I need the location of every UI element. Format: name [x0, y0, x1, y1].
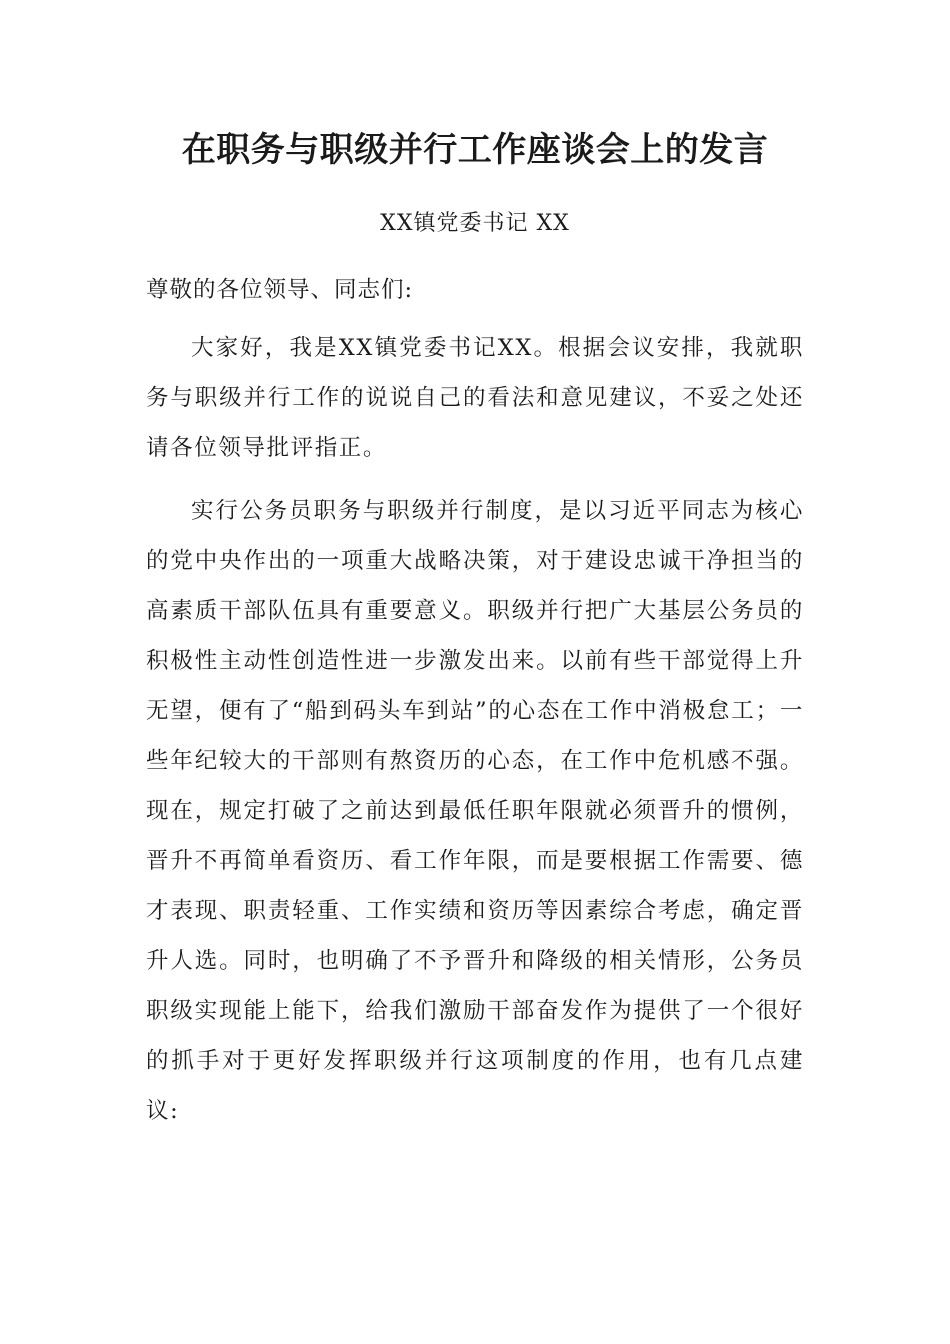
paragraph-intro: 大家好，我是XX镇党委书记XX。根据会议安排，我就职务与职级并行工作的说说自己的看法和意见建议，不妥之处还请各位领导批评指正。 [146, 335, 804, 461]
document-title: 在职务与职级并行工作座谈会上的发言 [181, 130, 769, 170]
salutation: 尊敬的各位领导、同志们: [146, 277, 414, 303]
author-byline: XX镇党委书记 XX [380, 211, 570, 236]
paragraph-body: 实行公务员职务与职级并行制度，是以习近平同志为核心的党中央作出的一项重大战略决策，对于建设忠诚干净担当的高素质干部队伍具有重要意义。职级并行把广大基层公务员的积极性主动性创造性进一步激发出来。以前有些干部觉得上升无望，便有了“船到码头车到站”的心态在工作中消极怠工；一些年纪较大的干部则有熬资历的心态，在工作中危机感不强。现在，规定打破了之前达到最低任职年限就必须晋升的惯例，晋升不再简单看资历、看工作年限，而是要根据工作需要、德才表现、职责轻重、工作实绩和资历等因素综合考虑，确定晋升人选。同时，也明确了不予晋升和降级的相关情形，公务员职级实现能上能下，给我们激励干部奋发作为提供了一个很好的抓手对于更好发挥职级并行这项制度的作用，也有几点建议: [146, 498, 804, 1124]
